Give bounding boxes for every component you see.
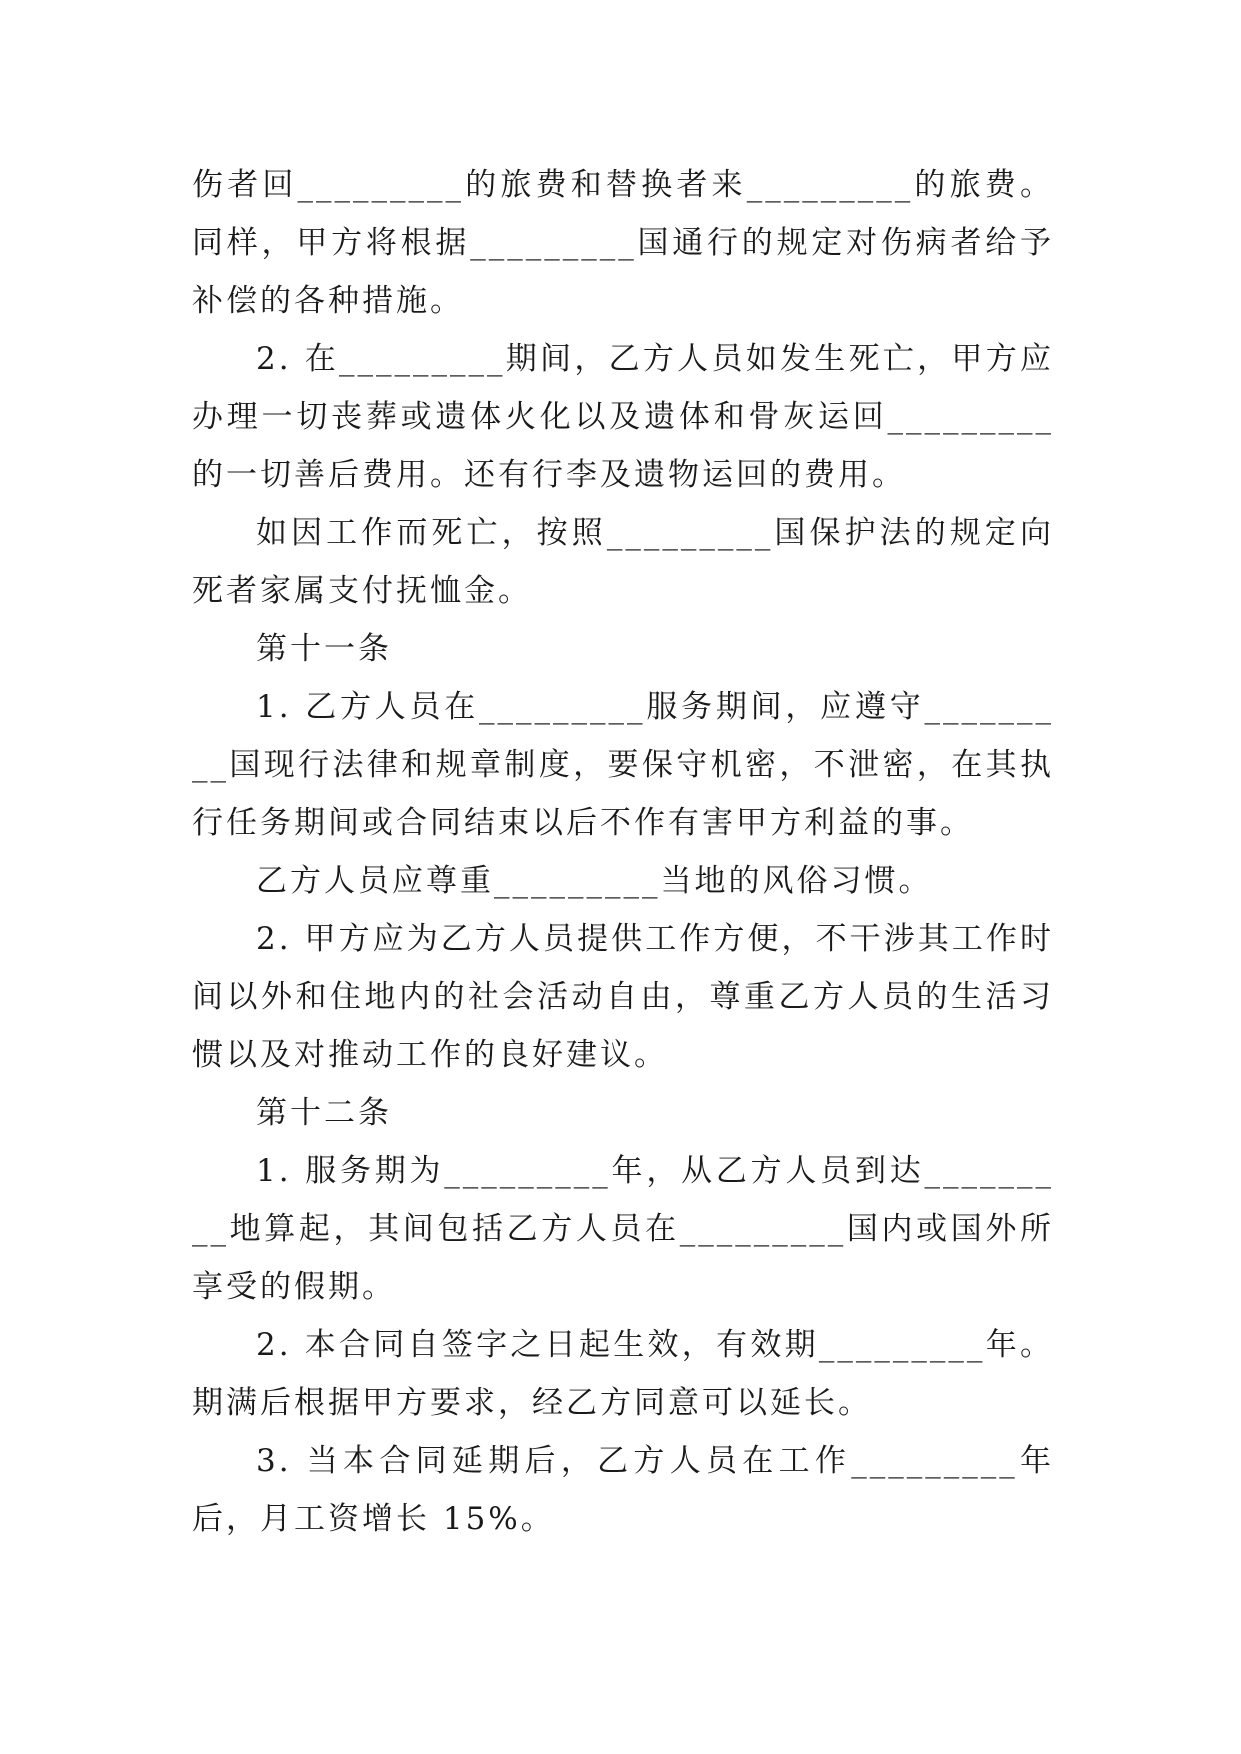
- paragraph-work-facilities: 2. 甲方应为乙方人员提供工作方便，不干涉其工作时间以外和住地内的社会活动自由，尊重乙方人员的生活习惯以及对推动工作的良好建议。: [192, 921, 1054, 1073]
- paragraph-respect-customs: 乙方人员应尊重_________当地的风俗习惯。: [256, 863, 933, 899]
- paragraph-death-arrangements: 2. 在_________期间，乙方人员如发生死亡，甲方应办理一切丧葬或遗体火化以及遗体和骨灰运回_________的一切善后费用。还有行李及遗物运回的费用。: [192, 341, 1054, 493]
- paragraph-pension: 如因工作而死亡，按照_________国保护法的规定向死者家属支付抚恤金。: [192, 515, 1054, 609]
- paragraph-compensation-continued: 伤者回_________的旅费和替换者来_________的旅费。同样，甲方将根据_________国通行的规定对伤病者给予补偿的各种措施。: [192, 167, 1054, 319]
- article-11-heading: 第十一条: [256, 631, 392, 667]
- paragraph-obey-laws: 1. 乙方人员在_________服务期间，应遵守_________国现行法律和规章制度，要保守机密，不泄密，在其执行任务期间或合同结束以后不作有害甲方利益的事。: [192, 689, 1054, 841]
- article-12-heading: 第十二条: [256, 1095, 392, 1131]
- paragraph-validity: 2. 本合同自签字之日起生效，有效期_________年。期满后根据甲方要求，经乙方同意可以延长。: [192, 1327, 1054, 1421]
- document-body: [192, 156, 1054, 1548]
- paragraph-salary-increase: 3. 当本合同延期后，乙方人员在工作_________年后，月工资增长 15%。: [192, 1443, 1054, 1537]
- paragraph-service-period: 1. 服务期为_________年，从乙方人员到达_________地算起，其间包括乙方人员在_________国内或国外所享受的假期。: [192, 1153, 1054, 1305]
